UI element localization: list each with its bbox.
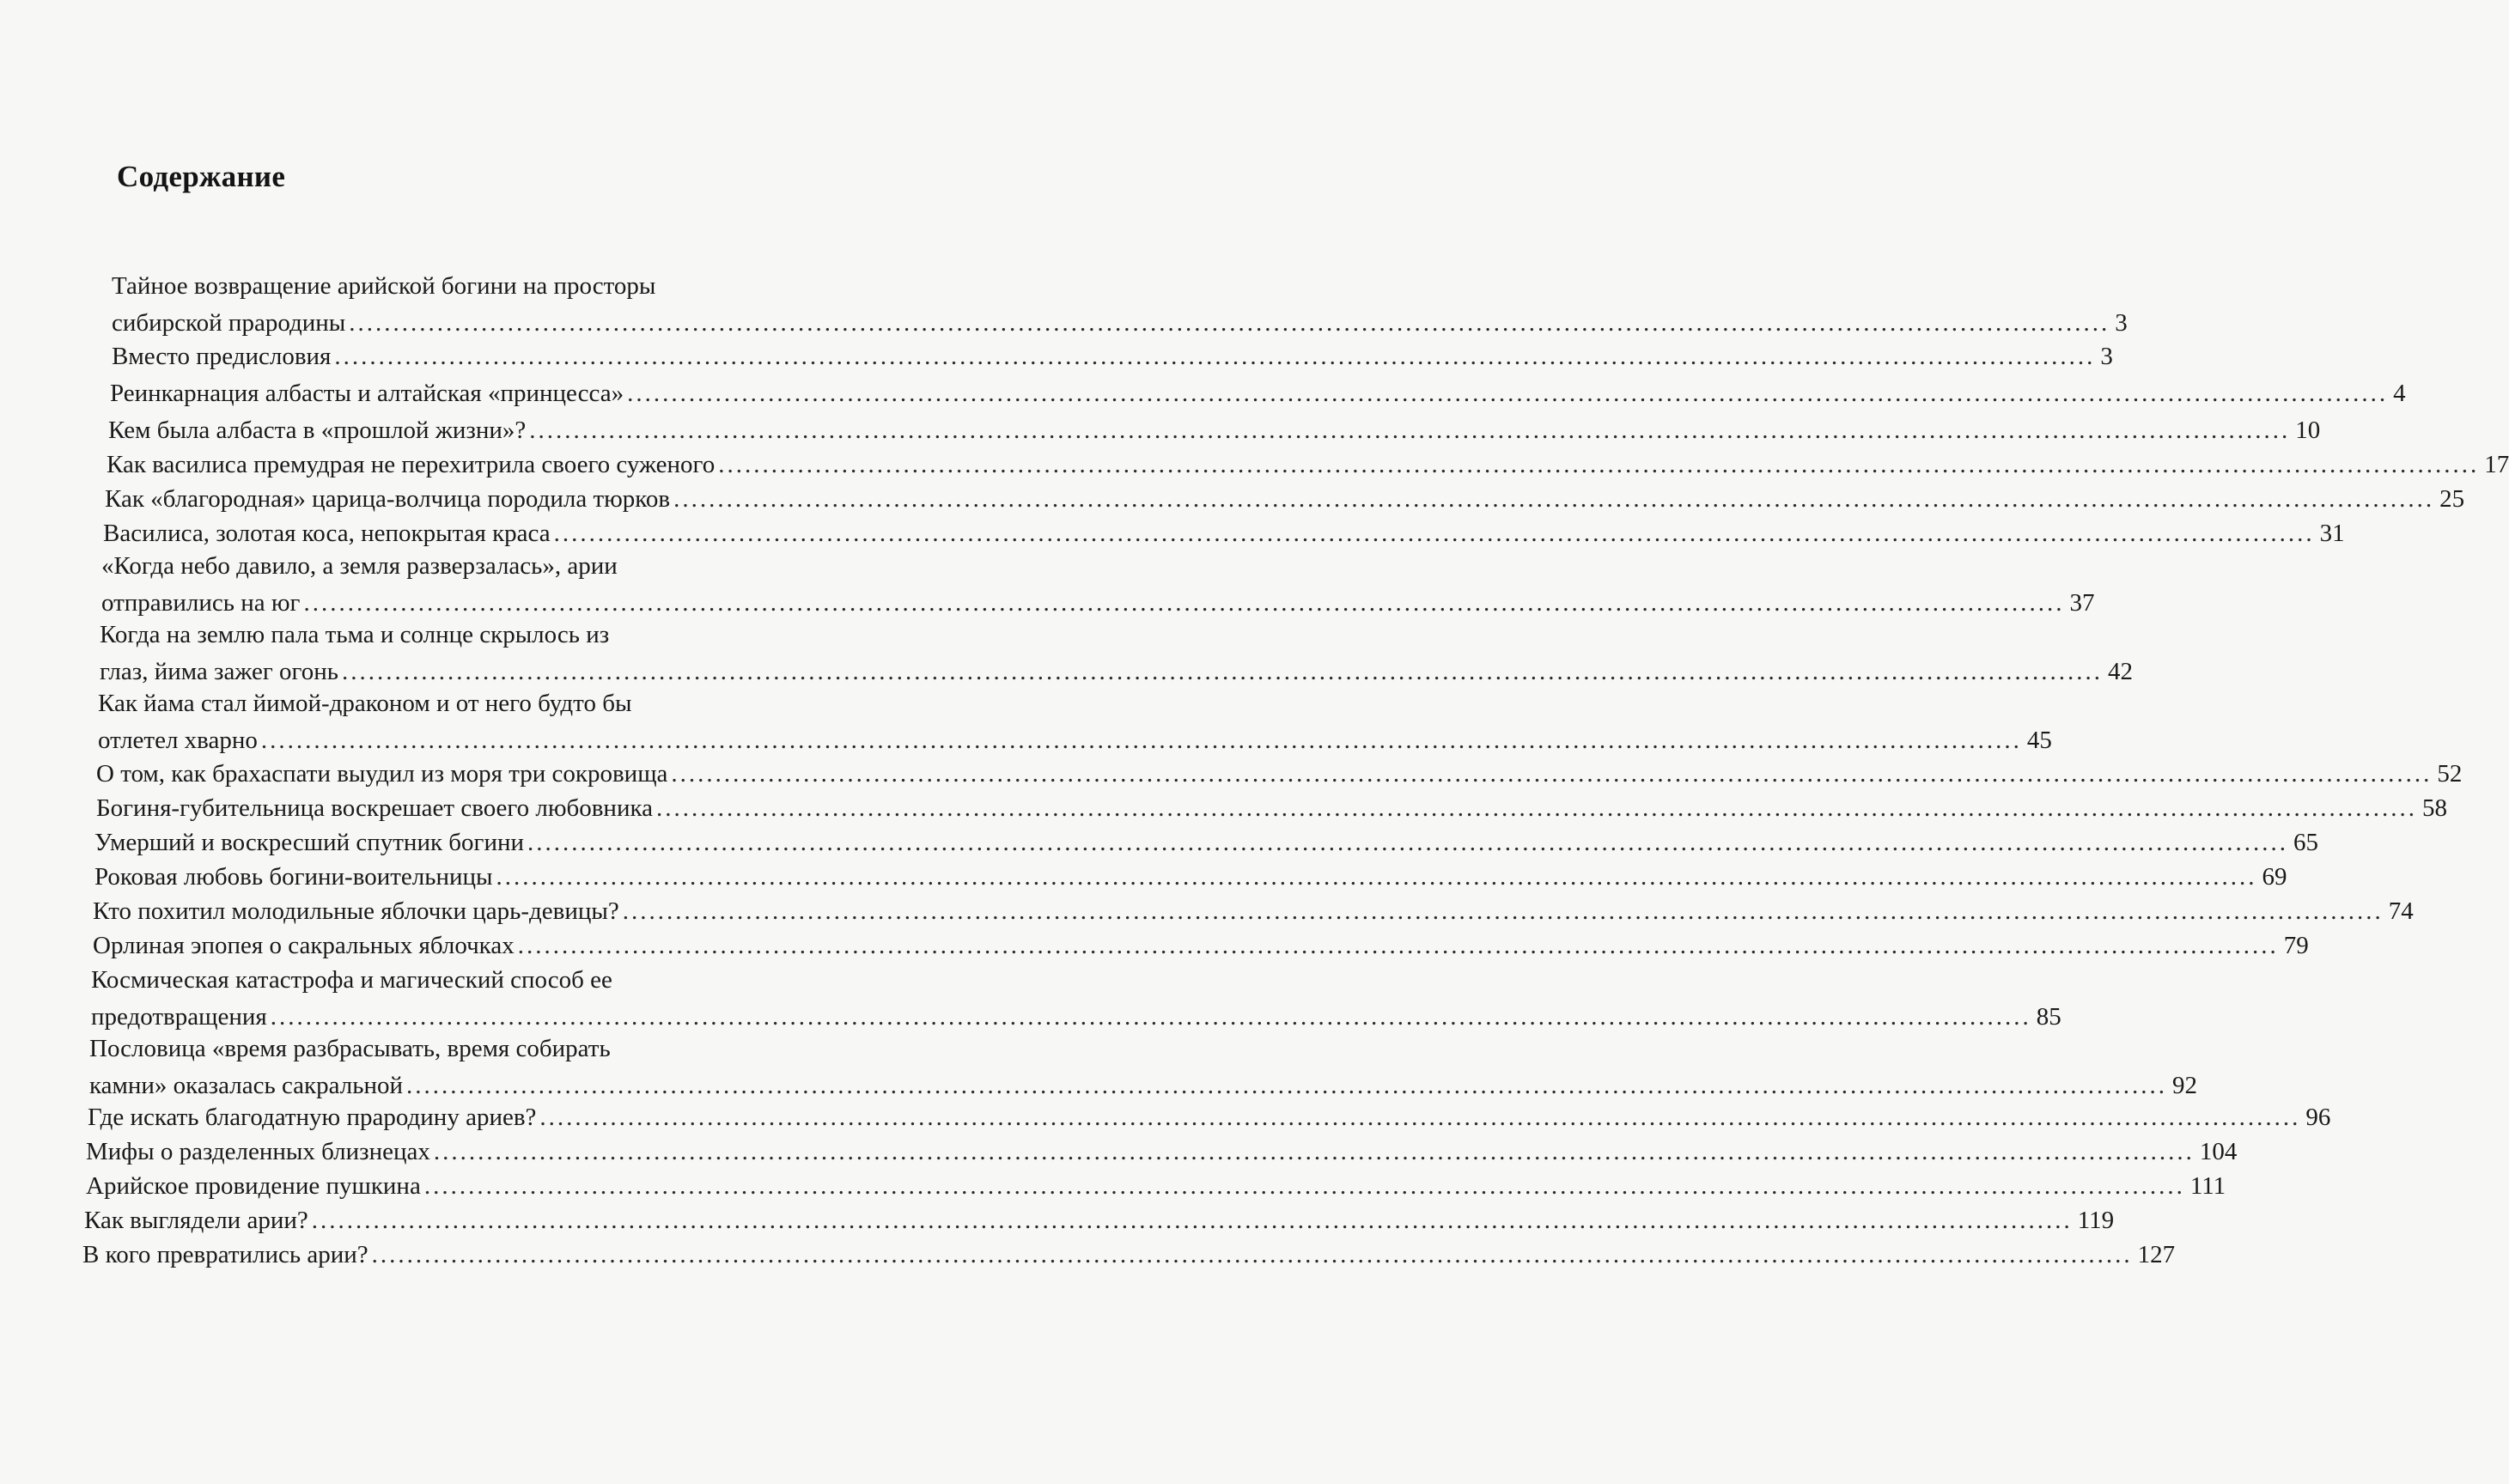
toc-entry-last-line xyxy=(84,1202,2115,1239)
toc-entry xyxy=(86,1168,2226,1205)
toc-entry-title-line: О том, как брахаспати выудил из моря три сокровища xyxy=(96,760,668,788)
toc-entry-last-line xyxy=(110,375,2406,412)
dot-leader: ........................................................................................................................................................................................................ xyxy=(270,1003,2031,1031)
toc-entry-title-line: Орлиная эпопея о сакральных яблочках xyxy=(93,932,515,959)
page-title: Содержание xyxy=(117,160,286,193)
toc-entry xyxy=(112,338,2113,375)
dot-leader: ........................................................................................................................................................................................................ xyxy=(529,417,2291,444)
toc-entry xyxy=(107,447,2509,484)
dot-leader: ........................................................................................................................................................................................................ xyxy=(433,1138,2195,1165)
toc-page-number: 69 xyxy=(2262,863,2287,891)
toc-page-number: 96 xyxy=(2305,1104,2331,1131)
toc-page-number: 104 xyxy=(2199,1138,2238,1165)
toc-entry-last-line xyxy=(105,481,2465,518)
toc-entry-last-line xyxy=(98,722,2052,759)
dot-leader: ........................................................................................................................................................................................................ xyxy=(539,1104,2301,1131)
toc-entry xyxy=(96,756,2463,793)
toc-entry-title-line: Мифы о разделенных близнецах xyxy=(86,1138,430,1165)
toc-entry-title-line: Как йама стал йимой-драконом и от него будто бы xyxy=(98,690,632,717)
dot-leader: ........................................................................................................................................................................................................ xyxy=(303,589,2065,617)
toc-entry xyxy=(110,375,2406,412)
toc-entry-title-line: отправились на юг xyxy=(101,589,301,617)
toc-entry-last-line xyxy=(82,1237,2176,1274)
toc-entry xyxy=(94,824,2319,861)
toc-page-number: 42 xyxy=(2107,658,2133,685)
toc-entry xyxy=(93,893,2414,930)
toc-entry-last-line xyxy=(88,1099,2331,1136)
toc-entry-title-line: Богиня-губительница воскрешает своего любовника xyxy=(96,794,653,822)
dot-leader: ........................................................................................................................................................................................................ xyxy=(718,451,2480,478)
toc-entry-title-line: предотвращения xyxy=(91,1003,267,1031)
toc-entry xyxy=(98,685,2052,759)
toc-entry-title-line: Пословица «время разбрасывать, время собирать xyxy=(89,1035,611,1062)
dot-leader: ........................................................................................................................................................................................................ xyxy=(341,658,2103,685)
toc-entry-last-line xyxy=(107,447,2509,484)
toc-entry-title-line: Как василиса премудрая не перехитрила своего суженого xyxy=(107,451,716,478)
toc-page-number: 111 xyxy=(2189,1172,2226,1200)
toc-page-number: 10 xyxy=(2295,417,2321,444)
toc-entry-last-line xyxy=(86,1134,2238,1171)
toc-entry-last-line xyxy=(94,824,2319,861)
toc-entry-title-line: камни» оказалась сакральной xyxy=(89,1072,404,1099)
toc-entry-title-line: сибирской прародины xyxy=(112,309,346,337)
toc-page-number: 37 xyxy=(2069,589,2095,617)
dot-leader: ........................................................................................................................................................................................................ xyxy=(656,794,2417,822)
toc-entry-title-line: Как «благородная» царица-волчица породила тюрков xyxy=(105,485,671,513)
toc-entry xyxy=(89,1031,2198,1104)
toc-entry xyxy=(91,962,2061,1036)
toc-entry-title-line: В кого превратились арии? xyxy=(82,1241,368,1268)
toc-page-number: 127 xyxy=(2137,1241,2176,1268)
toc-entry-title-line: «Когда небо давило, а земля разверзалась», арии xyxy=(101,552,618,580)
dot-leader: ........................................................................................................................................................................................................ xyxy=(553,520,2315,547)
toc-entry-title-line: Арийское провидение пушкина xyxy=(86,1172,421,1200)
toc-entry xyxy=(84,1202,2115,1239)
dot-leader: ........................................................................................................................................................................................................ xyxy=(622,897,2384,925)
dot-leader: ........................................................................................................................................................................................................ xyxy=(349,309,2110,337)
toc-entry-title-line: отлетел хварно xyxy=(98,727,258,754)
toc-entry xyxy=(93,928,2309,964)
toc-entry-title-line: Василиса, золотая коса, непокрытая краса xyxy=(103,520,551,547)
dot-leader: ........................................................................................................................................................................................................ xyxy=(371,1241,2133,1268)
toc-page-number: 4 xyxy=(2393,380,2406,407)
toc-entry xyxy=(112,268,2128,342)
toc-page-number: 31 xyxy=(2319,520,2345,547)
dot-leader: ........................................................................................................................................................................................................ xyxy=(627,380,2389,407)
dot-leader: ........................................................................................................................................................................................................ xyxy=(260,727,2022,754)
toc-entry-title-line: Тайное возвращение арийской богини на просторы xyxy=(112,272,656,300)
toc-page-number: 52 xyxy=(2437,760,2463,788)
toc-page-number: 45 xyxy=(2026,727,2052,754)
toc-entry-title-line: Вместо предисловия xyxy=(112,343,332,370)
toc-entry xyxy=(96,790,2447,827)
toc-entry-title-line: Кем была албаста в «прошлой жизни»? xyxy=(108,417,527,444)
dot-leader: ........................................................................................................................................................................................................ xyxy=(311,1207,2073,1234)
toc-page-number: 58 xyxy=(2422,794,2447,822)
toc-entry-title-line: Где искать благодатную прародину ариев? xyxy=(88,1104,537,1131)
dot-leader: ........................................................................................................................................................................................................ xyxy=(671,760,2433,788)
toc-entry xyxy=(82,1237,2176,1274)
toc-page-number: 79 xyxy=(2283,932,2309,959)
toc-entry xyxy=(105,481,2465,518)
toc-page-number: 85 xyxy=(2036,1003,2061,1031)
toc-page-number: 65 xyxy=(2293,829,2319,856)
dot-leader: ........................................................................................................................................................................................................ xyxy=(406,1072,2168,1099)
toc-entry-title-line: Умерший и воскресший спутник богини xyxy=(94,829,525,856)
toc-entry xyxy=(108,412,2321,449)
toc-entry-title-line: Реинкарнация албасты и алтайская «принцесса» xyxy=(110,380,624,407)
dot-leader: ........................................................................................................................................................................................................ xyxy=(496,863,2257,891)
toc-entry-last-line xyxy=(93,928,2309,964)
toc-entry xyxy=(94,859,2287,896)
toc-entry xyxy=(101,548,2095,622)
toc-entry-last-line xyxy=(96,790,2447,827)
toc-entry xyxy=(86,1134,2238,1171)
toc-entry-title-line: Как выглядели арии? xyxy=(84,1207,308,1234)
toc-entry-last-line xyxy=(103,515,2345,552)
dot-leader: ........................................................................................................................................................................................................ xyxy=(517,932,2279,959)
toc-page-number: 119 xyxy=(2077,1207,2115,1234)
toc-entry xyxy=(100,617,2133,690)
toc-entry-last-line xyxy=(112,338,2113,375)
toc-entry-title-line: глаз, йима зажег огонь xyxy=(100,658,338,685)
toc-entry-title-line: Когда на землю пала тьма и солнце скрылось из xyxy=(100,621,610,648)
toc-page-number: 3 xyxy=(2115,309,2128,337)
toc-entry-last-line xyxy=(86,1168,2226,1205)
toc-entry-title-line: Космическая катастрофа и магический способ ее xyxy=(91,966,612,994)
toc-entry-last-line xyxy=(96,756,2463,793)
dot-leader: ........................................................................................................................................................................................................ xyxy=(334,343,2096,370)
toc-page-number: 25 xyxy=(2439,485,2465,513)
toc-entry-last-line xyxy=(93,893,2414,930)
toc-entry-last-line xyxy=(108,412,2321,449)
toc-entry-title-line: Роковая любовь богини-воительницы xyxy=(94,863,493,891)
toc-entry xyxy=(103,515,2345,552)
toc-entry-last-line xyxy=(94,859,2287,896)
dot-leader: ........................................................................................................................................................................................................ xyxy=(423,1172,2185,1200)
dot-leader: ........................................................................................................................................................................................................ xyxy=(527,829,2289,856)
toc-entry-title-line: Кто похитил молодильные яблочки царь-девицы? xyxy=(93,897,619,925)
toc-page-number: 3 xyxy=(2100,343,2113,370)
toc-page-number: 92 xyxy=(2172,1072,2198,1099)
toc-page-number: 17 xyxy=(2484,451,2509,478)
toc-entry xyxy=(88,1099,2331,1136)
toc-page-number: 74 xyxy=(2388,897,2414,925)
toc-entry-last-line xyxy=(112,305,2128,342)
dot-leader: ........................................................................................................................................................................................................ xyxy=(673,485,2435,513)
